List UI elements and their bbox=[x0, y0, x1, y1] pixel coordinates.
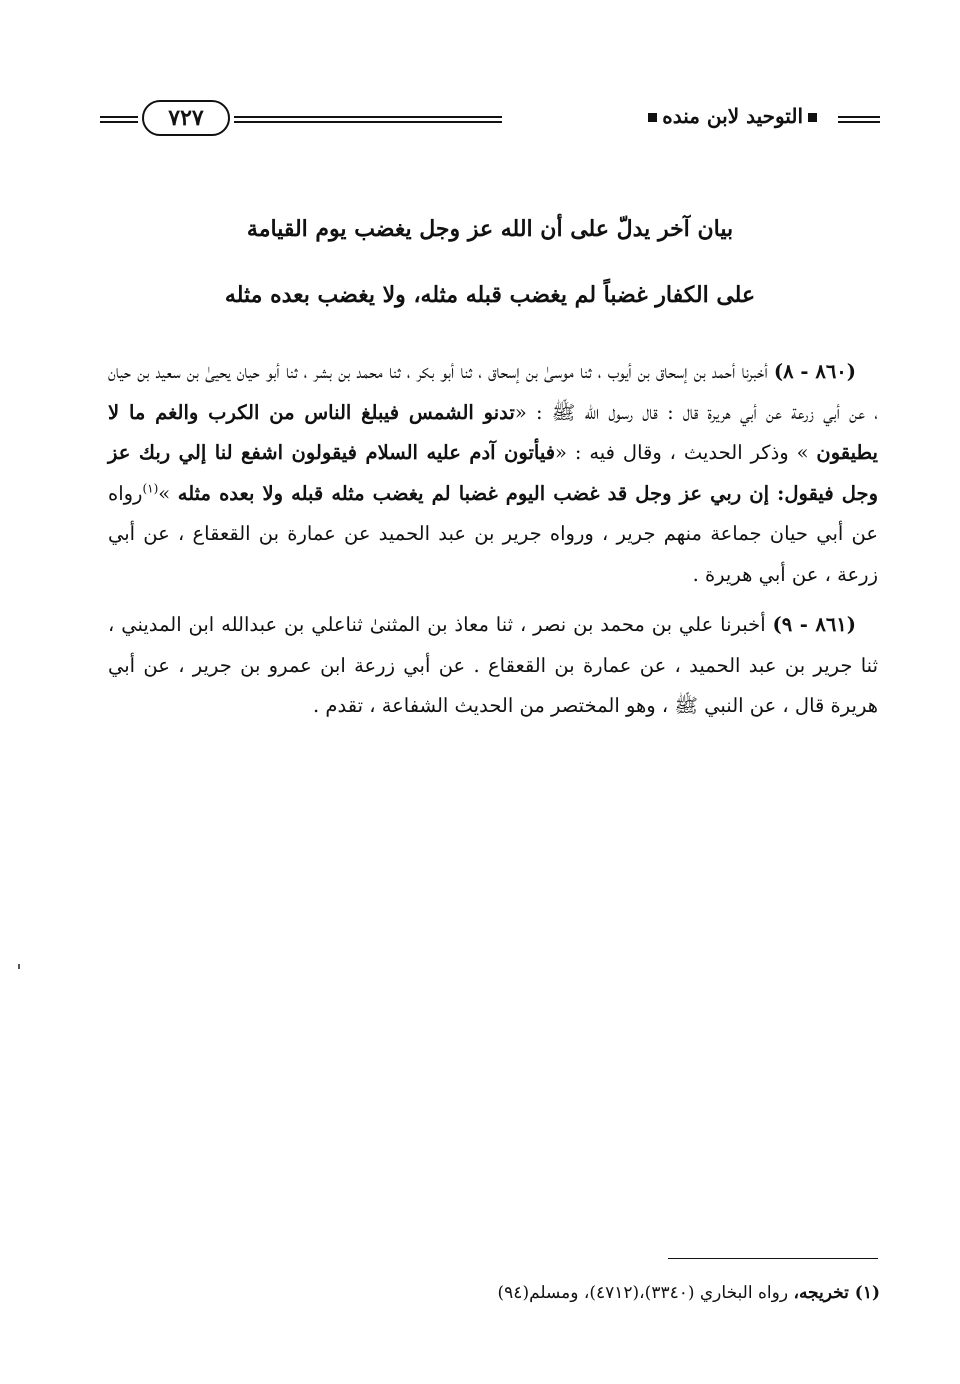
square-bullet-icon bbox=[808, 113, 817, 122]
scan-speck bbox=[18, 964, 20, 969]
hadith-quote: تدنو الشمس فيبلغ الناس من الكرب والغم ما لا يطيقون bbox=[108, 400, 878, 464]
square-bullet-icon bbox=[648, 113, 657, 122]
header-rule-left bbox=[100, 116, 138, 123]
page-number: ٧٢٧ bbox=[142, 100, 230, 136]
chapter-heading-line-1: بيان آخر يدلّ على أن الله عز وجل يغضب يوم القيامة bbox=[246, 216, 734, 242]
chapter-heading bbox=[110, 196, 870, 328]
footnote-text: رواه البخاري (٣٣٤٠)،(٤٧١٢)، ومسلم(٩٤) bbox=[497, 1283, 789, 1303]
book-title: التوحيد لابن منده bbox=[643, 104, 822, 128]
page-header bbox=[100, 96, 880, 146]
footnote-separator bbox=[668, 1258, 878, 1259]
hadith-number: (٨٦١ - ٩) bbox=[772, 613, 856, 636]
header-rule-middle bbox=[234, 116, 502, 123]
footnote-label: (١) تخريجه، bbox=[793, 1283, 880, 1303]
footnote bbox=[300, 1280, 880, 1306]
main-text bbox=[108, 352, 878, 737]
footnote-reference: (١) bbox=[142, 481, 159, 495]
hadith-861: (٨٦١ - ٩) أخبرنا علي بن محمد بن نصر ، ثنا معاذ بن المثنىٰ ثناعلي بن عبدالله ابن المديني ، ثنا جرير بن عبد الحميد ، عن عمارة بن القعقاع . عن أبي زرعة ابن عمرو بن جرير ، عن أبي هريرة قال ، عن النبي ﷺ ، وهو المختصر من الحديث الشفاعة ، تقدم . bbox=[108, 613, 878, 717]
chapter-heading-line-2: على الكفار غضباً لم يغضب قبله مثله، ولا يغضب بعده مثله bbox=[224, 282, 756, 308]
header-rule-right bbox=[838, 116, 880, 123]
hadith-number: (٨٦٠ - ٨) bbox=[773, 360, 856, 383]
hadith-860: (٨٦٠ - ٨) أخبرنا أحمد بن إسحاق بن أيوب ، ثنا موسىٰ بن إسحاق ، ثنا أبو بكر ، ثنا محمد بن بشر ، ثنا أبو حيان يحيىٰ بن سعيد بن حيان ، عن أبي زرعة عن أبي هريرة قال : قال رسول الله ﷺ : «تدنو الشمس فيبلغ الناس من الكرب والغم ما لا يطيقون » وذكر الحديث ، وقال فيه : «فيأتون آدم عليه السلام فيقولون اشفع لنا إلي ربك عز وجل فيقول: إن ربي عز وجل قد غضب اليوم غضبا لم يغضب مثله قبله ولا بعده مثله »$^{(١)}$رواه عن أبي حيان جماعة منهم جرير ، ورواه جرير بن عبد الحميد عن عمارة بن القعقاع ، عن أبي زرعة ، عن أبي هريرة . bbox=[108, 360, 878, 586]
hadith-quote: فيأتون آدم عليه السلام فيقولون اشفع لنا إلي ربك عز وجل فيقول: إن ربي عز وجل قد غضب اليوم غضبا لم يغضب مثله قبله ولا بعده مثله bbox=[108, 441, 878, 505]
